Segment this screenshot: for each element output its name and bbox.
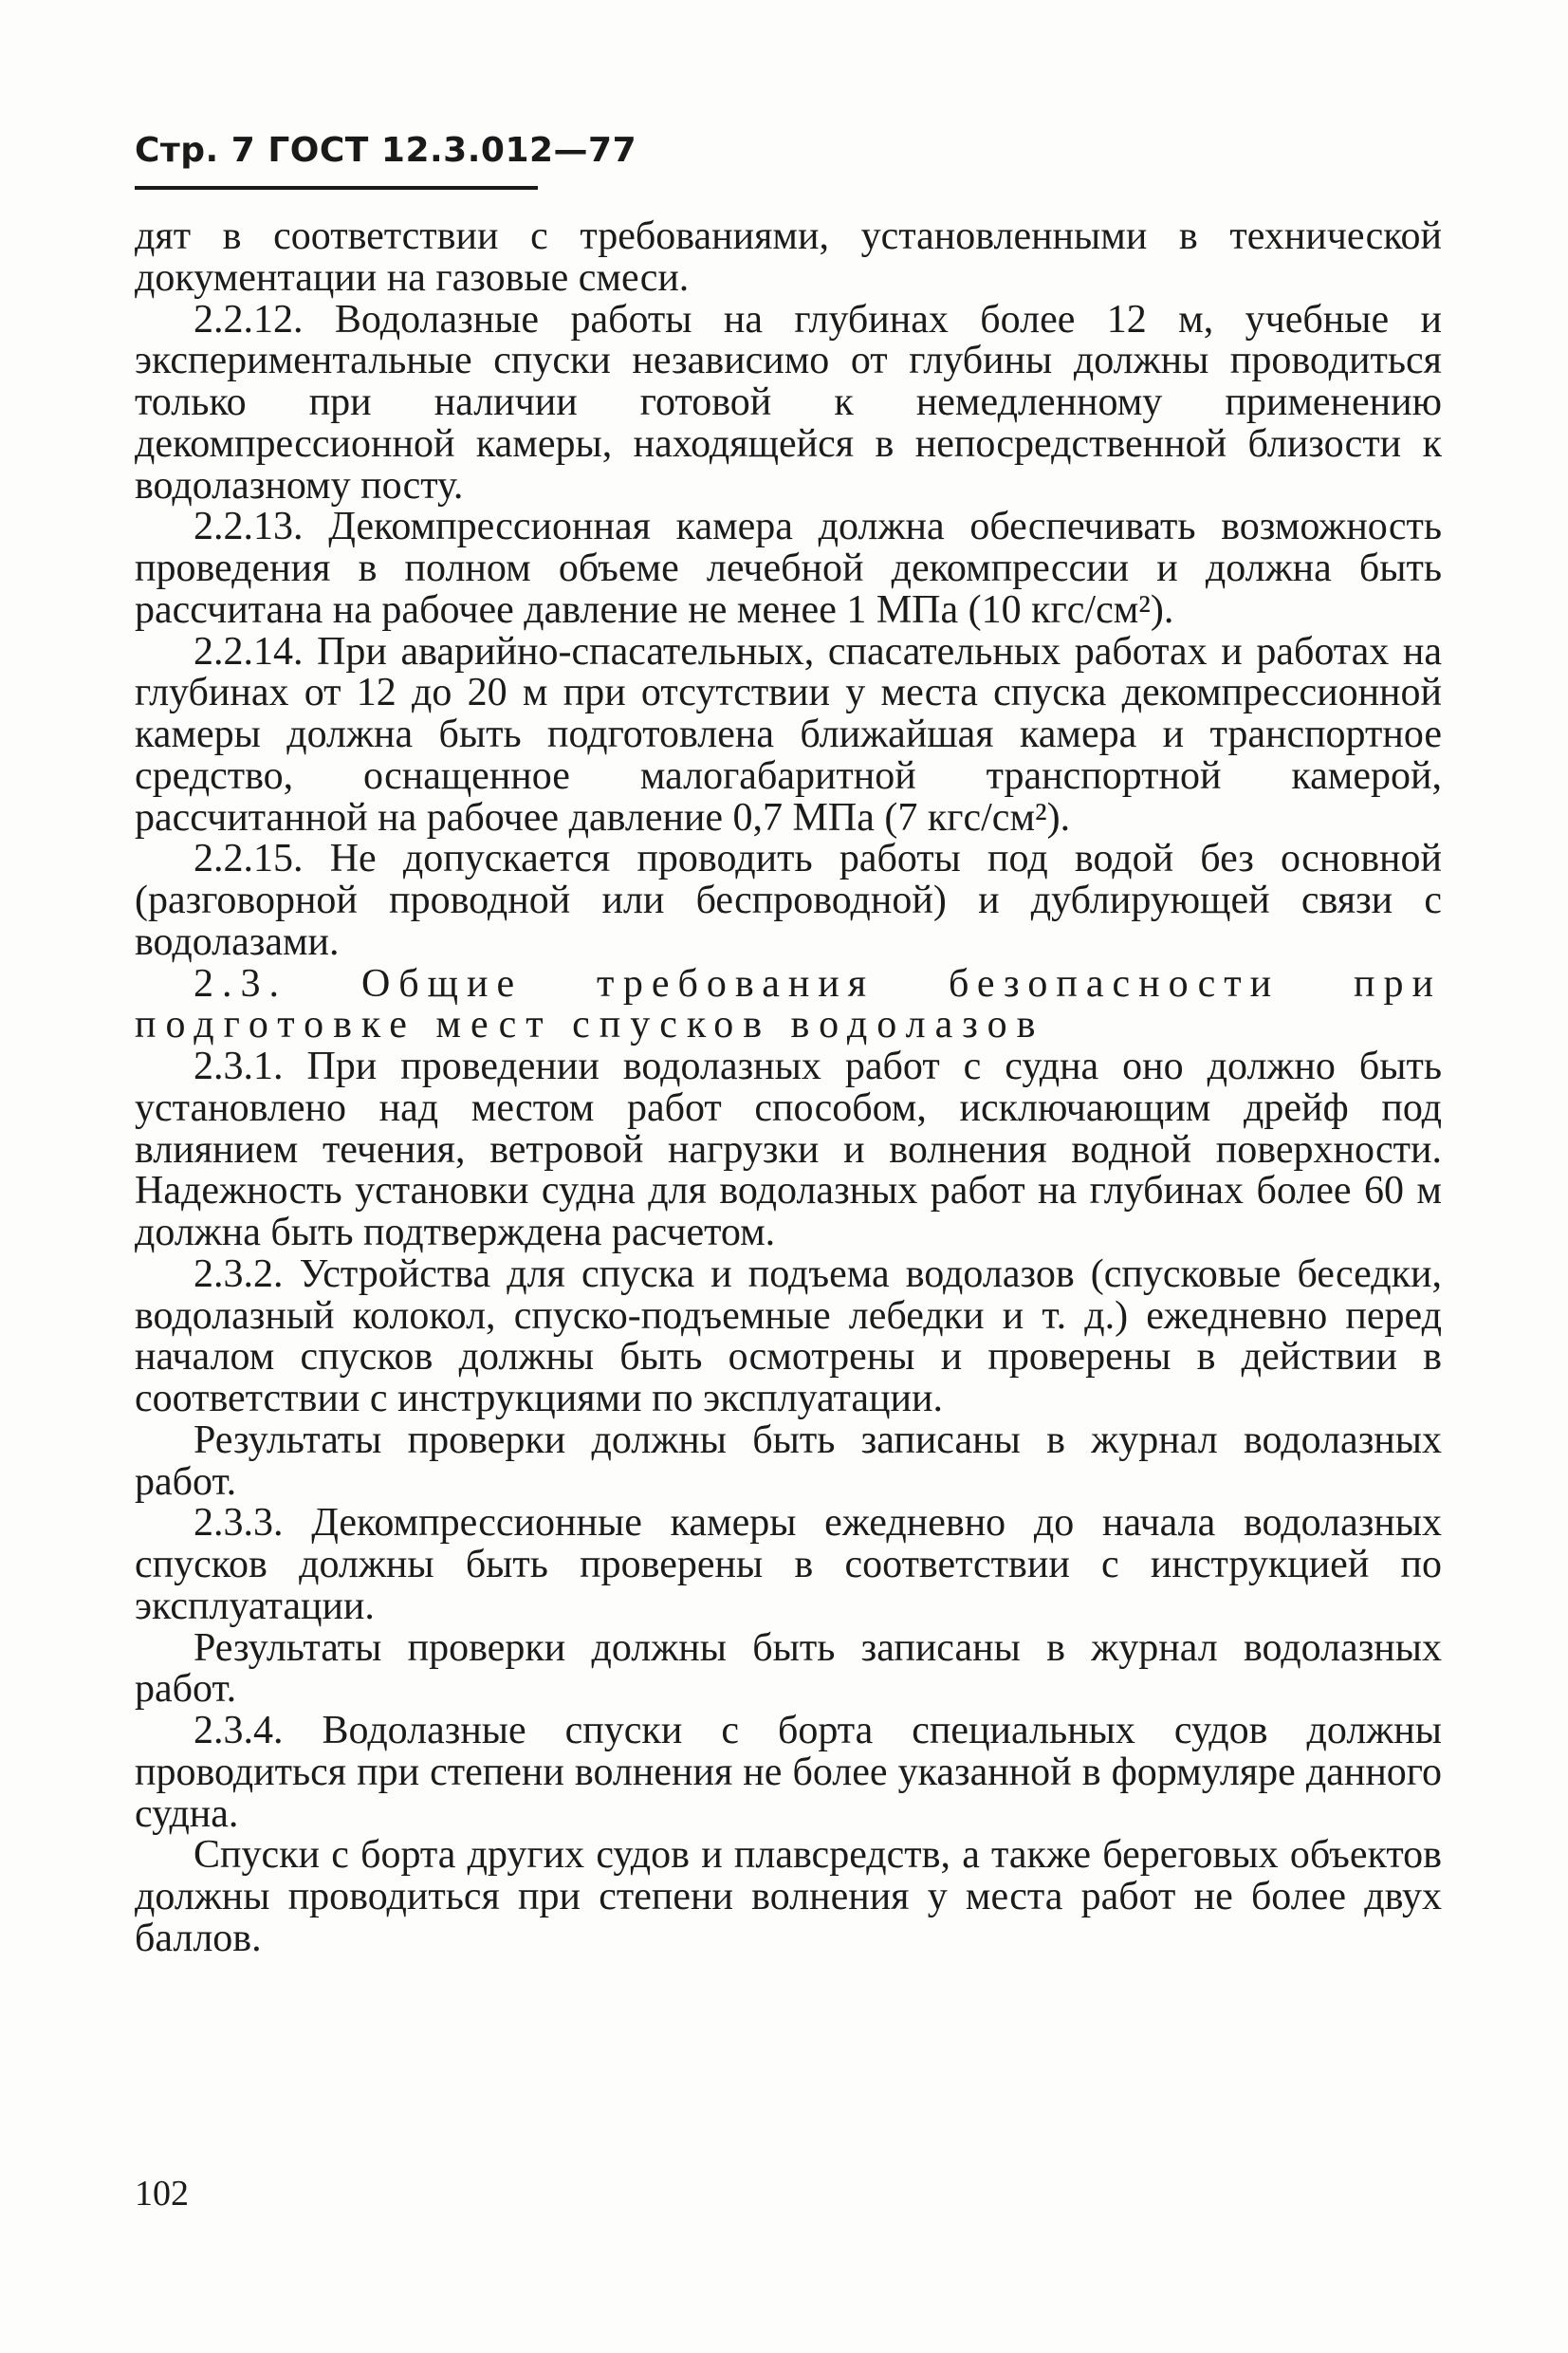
paragraph-2-3-3: 2.3.3. Декомпрессионные камеры ежедневно до начала водолазных спусков должны быть проверены в соответствии с инструкцией по эксплуатации. <box>135 1501 1442 1628</box>
paragraph-2-3-4: 2.3.4. Водолазные спуски с борта специальных судов должны проводиться при степени волнения не более указанной в формуляре данного судна. <box>135 1709 1442 1836</box>
paragraph-2-2-15: 2.2.15. Не допускается проводить работы под водой без основной (разговорной проводной или беспроводной) и дублирующей связи с водолазами. <box>135 837 1442 964</box>
paragraph-2-2-13: 2.2.13. Декомпрессионная камера должна обеспечивать возможность проведения в полном объеме лечебной декомпрессии и должна быть рассчитана на рабочее давление не менее 1 МПа (10 кгс/см²). <box>135 505 1442 632</box>
document-body <box>135 216 1442 1960</box>
header-divider <box>135 186 538 190</box>
paragraph-results-2: Результаты проверки должны быть записаны в журнал водолазных работ. <box>135 1625 1442 1712</box>
paragraph-2-2-12: 2.2.12. Водолазные работы на глубинах более 12 м, учебные и экспериментальные спуски независимо от глубины должны проводиться только при наличии готовой к немедленному применению декомпрессионной камеры, находящейся в непосредственной близости к водолазному посту. <box>135 297 1442 508</box>
paragraph-2-3-2: 2.3.2. Устройства для спуска и подъема водолазов (спусковые беседки, водолазный колокол, спуско-подъемные лебедки и т. д.) ежедневно перед началом спусков должны быть осмотрены и проверены в действии в соответствии с инструкциями по эксплуатации. <box>135 1251 1442 1420</box>
paragraph-continuation: дят в соответствии с требованиями, установленными в технической документации на газовые смеси. <box>135 214 1442 300</box>
paragraph-2-3-1: 2.3.1. При проведении водолазных работ с судна оно должно быть установлено над местом работ способом, исключающим дрейф под влиянием течения, ветровой нагрузки и волнения водной поверхности. Надежность установки судна для водолазных работ на глубинах более 60 м должна быть подтверждена расчетом. <box>135 1045 1442 1254</box>
page-number: 102 <box>135 2174 189 2214</box>
paragraph-results-1: Результаты проверки должны быть записаны в журнал водолазных работ. <box>135 1417 1442 1504</box>
section-heading-line2: подготовке мест спусков водолазов <box>135 1003 1045 1047</box>
page-header: Стр. 7 ГОСТ 12.3.012—77 <box>135 131 637 170</box>
paragraph-2-2-14: 2.2.14. При аварийно-спасательных, спасательных работах и работах на глубинах от 12 до 20 м при отсутствии у места спуска декомпрессионной камеры должна быть подготовлена ближайшая камера и транспортное средство, оснащенное малогабаритной транспортной камерой, рассчитанной на рабочее давление 0,7 МПа (7 кгс/см²). <box>135 629 1442 840</box>
paragraph-other-vessels: Спуски с борта других судов и плавсредств, а также береговых объектов должны проводиться при степени волнения у места работ не более двух баллов. <box>135 1833 1442 1960</box>
section-heading-line1: 2.3. Общие требования безопасности при <box>194 961 1442 1006</box>
